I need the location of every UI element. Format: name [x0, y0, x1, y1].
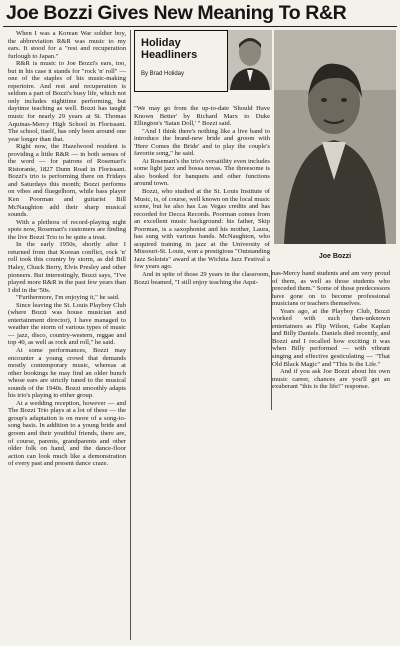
paragraph: And in spite of those 29 years in the classroom, Bozzi beamed, "I still enjoy teaching the Aqui- — [134, 271, 270, 286]
paragraph: In the early 1950s, shortly after I returned from that Korean conflict, rock 'n' roll took this country by storm, as did Bill Haley, Chuck Berry, Elvis Presley and other pioneers. But interestingly, Bozzi says, "I've played more R&R in the past few years than I did in the '50s. — [8, 241, 126, 294]
paragraph: Bozzi, who studied at the St. Louis Institute of Music, is, of course, well known on the local music scene, but he also has Las Vegas credits and has recorded for Decca Records. Poorman comes from an excellent music background: his father, Skip Poorman, is a saxophonist and his mother, Laura, has sung with various bands. McNaughton, who acquired training in jazz at the University of Missouri-St. Louis, won a prestigious "Outstanding Jazz Soloists" award at the Wichita Jazz Festival a few years ago. — [134, 188, 270, 271]
subject-photo — [274, 30, 396, 270]
paragraph: With a plethora of record-playing night spots now, Rosemari's customers are finding the live Bozzi Trio to be quite a treat. — [8, 218, 126, 241]
subject-photo-image — [274, 30, 396, 244]
article-column-1 — [8, 30, 126, 640]
column-title-line1: Holiday — [141, 37, 181, 49]
paragraph: At Rosemari's the trio's versatility even includes some light jazz and bossa novas. The threesome is also booked for banquets and other functions around town. — [134, 157, 270, 188]
paragraph: Right now, the Hazelwood resident is providing a little R&R — in both senses of the word — for patrons of Rosemari's Ristorante, 1827 Dunn Road in Florissant. Bozzi's trio is performing there on Fridays and Saturdays this month; Bozzi performs on vibes and fluegelhorn, while bass player Ken Poorman and guitarist Bill McNaughton add their sharp musical sounds. — [8, 143, 126, 219]
paragraph: "And I think there's nothing like a live band to introduce the brand-new bride and groom with 'Here Comes the Bride' and to play the couple's favorite song," he said. — [134, 127, 270, 158]
column-title-line2: Headliners — [141, 49, 198, 61]
column-header-box — [134, 30, 228, 92]
article-column-2 — [134, 105, 270, 615]
paragraph: When I was a Korean War soldier boy, the abbreviation R&R was music to my ears. It stood for a "rest and recuperation furlough to Japan." — [8, 30, 126, 60]
article-column-3 — [272, 270, 390, 630]
paragraph: Since leaving the St. Louis Playboy Club (where Bozzi was house musician and entertainment director), I have managed to weather the storm of various types of music — jazz, disco, country-western, reggae and top 40, as well as rock and roll," he said. — [8, 301, 126, 347]
paragraph: Years ago, at the Playboy Club, Bozzi worked with such then-unknown entertainers as Flip Wilson, Gabe Kaplan and Billy Daniels. Daniels died recently, and Bozzi and I recalled how exciting it was when Billy performed — with vibrant singing and effective gesticulating — "That Old Black Magic" and "This Is the Life." — [272, 307, 390, 368]
headline: Joe Bozzi Gives New Meaning To R&R — [6, 2, 347, 24]
paragraph: nas-Mercy band students and am very proud of them, as well as those students who preceded them." Some of those predecessors have gone on to become professional musicians or teachers themselves. — [272, 270, 390, 308]
headline-rule — [3, 26, 397, 27]
byline: By Brad Holiday — [141, 71, 185, 77]
columnist-portrait — [228, 30, 272, 90]
photo-caption: Joe Bozzi — [274, 244, 396, 270]
paragraph: "We may go from the up-to-date 'Should Have Known Better' by Richard Marx to Duke Ellington's 'Satan Doll,' " Bozzi said. — [134, 105, 270, 128]
paragraph: "Furthermore, I'm enjoying it," he said. — [16, 294, 120, 302]
paragraph: And if you ask Joe Bozzi about his own music career, chances are you'll get an exuberant "this is the life!" response. — [272, 368, 390, 391]
columnist-portrait-image — [228, 30, 272, 90]
column-divider — [130, 30, 131, 640]
paragraph: At a wedding reception, however — and The Bozzi Trio plays at a lot of these — the group's adaptation is on more of a song-to-song basis. In addition to a young bride and groom and their youthful friends, there are, of course, parents, grandparents and other older folk on hand, and the dance-floor action can look much like a demonstration of every past and present dance craze. — [8, 399, 126, 468]
paragraph: At some performances, Bozzi may encounter a young crowd that demands mostly contemporary music, whereas at other bookings he may find an older bunch whose ears are strictly tuned to the musical sounds of the 1940s. Bozzi smoothly adapts his trio's playing to either group. — [8, 346, 126, 400]
paragraph: R&R is music to Joe Bozzi's ears, too, but in his case it stands for "rock 'n' roll" — one of the staples of his music-making repertoire. And rest and recuperation is seldom a part of Bozzi's busy life, which not only includes nighttime performing, but daytime teaching as well. Bozzi has taught music for nearly 29 years at St. Thomas Aquinas-Mercy High School in Florissant. The school, itself, has only been around one year longer than that. — [8, 60, 126, 143]
